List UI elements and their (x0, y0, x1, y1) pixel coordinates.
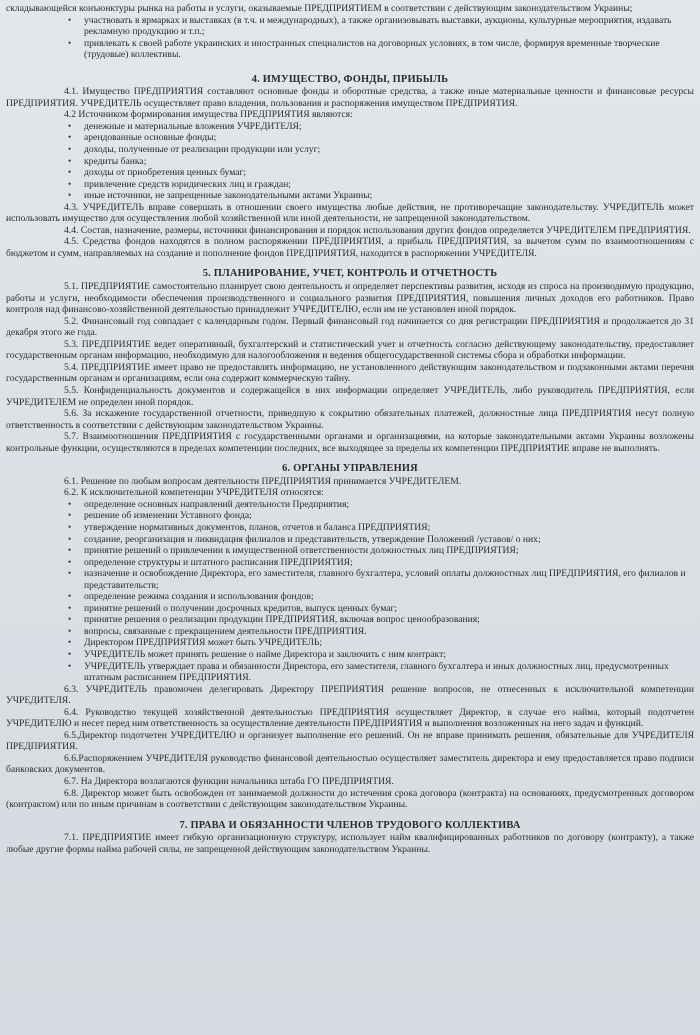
paragraph: 5.3. ПРЕДПРИЯТИЕ ведет оперативный, бухгалтерский и статистический учет и отчетность согласно действующему законодательству, предоставляет государственным органам информацию, необходимую для налогообложения и ведения общегосударственной системы сбора и обработки информации. (6, 338, 694, 362)
bullet-item: • вопросы, связанные с прекращением деятельности ПРЕДПРИЯТИЯ. (6, 626, 694, 638)
bullet-item: • иные источники, не запрещенные законодательными актами Украины; (6, 190, 694, 202)
bullet-item: • привлекать к своей работе украинских и иностранных специалистов на договорных условиях, в том числе, формируя временные творческие (трудовые) коллективы. (6, 38, 694, 61)
bullet-item: • денежные и материальные вложения УЧРЕДИТЕЛЯ; (6, 121, 694, 133)
bullet-item: • участвовать в ярмарках и выставках (в т.ч. и международных), а также организовывать выставки, аукционы, культурные мероприятия, издавать рекламную продукцию и т.п.; (6, 15, 694, 38)
bullet-item: • решение об изменении Уставного фонда; (6, 510, 694, 522)
section-heading: 7. ПРАВА И ОБЯЗАННОСТИ ЧЛЕНОВ ТРУДОВОГО КОЛЛЕКТИВА (179, 819, 521, 831)
paragraph: 4.2 Источником формирования имущества ПРЕДПРИЯТИЯ являются: (64, 109, 353, 121)
paragraph: 5.2. Финансовый год совпадает с календарным годом. Первый финансовый год начинается со дня регистрации ПРЕДПРИЯТИЯ и продолжается до 31 декабря этого же года. (6, 315, 694, 339)
paragraph: 6.2. К исключительной компетенции УЧРЕДИТЕЛЯ относятся: (64, 487, 324, 499)
paragraph: 4.1. Имущество ПРЕДПРИЯТИЯ составляют основные фонды и оборотные средства, а также иные материальные ценности и финансовые ресурсы ПРЕДПРИЯТИЯ. УЧРЕДИТЕЛЬ осуществляет право владения, пользования и распоряжения имуществом ПРЕДПРИЯТИЯ. (6, 86, 694, 109)
paragraph: 6.3. УЧРЕДИТЕЛЬ правомочен делегировать Директору ПРЕПРИЯТИЯ решение вопросов, не отнесенных к исключительной компетенции УЧРЕДИТЕЛЯ. (6, 683, 694, 707)
bullet-item: • доходы, полученные от реализации продукции или услуг; (6, 144, 694, 156)
bullet-item: • принятие решений о получении досрочных кредитов, выпуск ценных бумаг; (6, 603, 694, 615)
paragraph: 4.5. Средства фондов находятся в полном распоряжении ПРЕДПРИЯТИЯ, а прибыль ПРЕДПРИЯТИЯ, за вычетом сумм по взаимоотношениям с бюджетом и сумм, направляемых на создание и пополнение фондов ПРЕДПРИЯТИЯ, находится в распоряжении УЧРЕДИТЕЛЯ. (6, 236, 694, 259)
paragraph: 6.1. Решение по любым вопросам деятельности ПРЕДПРИЯТИЯ принимается УЧРЕДИТЕЛЕМ. (64, 475, 462, 487)
bullet-item: • кредиты банка; (6, 156, 694, 168)
paragraph: 5.5. Конфиденциальность документов и содержащейся в них информации определяет УЧРЕДИТЕЛЬ, либо руководитель ПРЕДПРИЯТИЯ, если УЧРЕДИТЕЛЕМ не определен иной порядок. (6, 384, 694, 408)
paragraph: 4.4. Состав, назначение, размеры, источники финансирования и порядок использования других фондов определяется УЧРЕДИТЕЛЕМ ПРЕДПРИЯТИЯ. (64, 224, 691, 236)
paragraph: 7.1. ПРЕДПРИЯТИЕ имеет гибкую организационную структуру, использует найм квалифицированных работников по договору (контракту), а также любые другие формы найма рабочей силы, не запрещенной действующим законодательством Украины. (6, 832, 694, 855)
bullet-item: • назначение и освобождение Директора, его заместителя, главного бухгалтера, условий оплаты должностных лиц ПРЕДПРИЯТИЯ, его филиалов и представительств; (6, 568, 694, 591)
paragraph: складывающейся конъюнктуры рынка на работы и услуги, оказываемые ПРЕДПРИЯТИЕМ в соответствии с действующим законодательством Украины; (6, 3, 633, 14)
paragraph: 6.5.Директор подотчетен УЧРЕДИТЕЛЮ и организует выполнение его решений. Он не вправе принимать решения, обязательные для УЧРЕДИТЕЛЯ ПРЕДПРИЯТИЯ. (6, 729, 694, 753)
bullet-item: • принятие решения о реализации продукции ПРЕДПРИЯТИЯ, включая вопрос ценообразования; (6, 614, 694, 626)
paragraph: 6.4. Руководство текущей хозяйственной деятельностью ПРЕДПРИЯТИЯ осуществляет Директор, в случае его найма, который подотчетен УЧРЕДИТЕЛЮ и несет перед ним ответственность за осуществление деятельности ПРЕДПРИЯТИЯ и выполнения возложенных на него задач и функций. (6, 706, 694, 730)
bullet-item: • принятие решений о привлечении к имущественной ответственности должностных лиц ПРЕДПРИЯТИЯ; (6, 545, 694, 557)
paragraph: 4.3. УЧРЕДИТЕЛЬ вправе совершать в отношении своего имущества любые действия, не противоречащие законодательству. УЧРЕДИТЕЛЬ может использовать имущество для осуществления любой хозяйственной или иной деятельности, не запрещенной законодательством. (6, 201, 694, 225)
paragraph: 5.4. ПРЕДПРИЯТИЕ имеет право не предоставлять информацию, не установленного действующим законодательством и подзаконными актами перечня государственным органам и организациям, если она содержит коммерческую тайну. (6, 361, 694, 385)
bullet-item: • определение основных направлений деятельности Предприятия; (6, 499, 694, 511)
paragraph: 5.1. ПРЕДПРИЯТИЕ самостоятельно планирует свою деятельность и определяет перспективы развития, исходя из спроса на производимую продукцию, работы и услуги, необходимости обеспечения производственного и социального развития ПРЕДПРИЯТИЯ, повышения личных доходов его работников. Право контроля над финансово-хозяйственной деятельностью принадлежит УЧРЕДИТЕЛЮ, если им не установлен иной порядок. (6, 281, 694, 316)
bullet-item: • утверждение нормативных документов, планов, отчетов и баланса ПРЕДПРИЯТИЯ; (6, 522, 694, 534)
bullet-item: • УЧРЕДИТЕЛЬ может принять решение о найме Директора и заключить с ним контракт; (6, 649, 694, 661)
paragraph: 6.7. На Директора возлагаются функции начальника штаба ГО ПРЕДПРИЯТИЯ. (64, 776, 394, 787)
bullet-item: • определение режима создания и использования фондов; (6, 591, 694, 603)
bullet-item: • доходы от приобретения ценных бумаг; (6, 167, 694, 179)
bullet-item: • создание, реорганизация и ликвидация филиалов и представительств, утверждение Положений /уставов/ о них; (6, 534, 694, 546)
bullet-item: • привлечение средств юридических лиц и граждан; (6, 179, 694, 191)
bullet-item: • Директором ПРЕДПРИЯТИЯ может быть УЧРЕДИТЕЛЬ; (6, 637, 694, 649)
section-heading: 5. ПЛАНИРОВАНИЕ, УЧЕТ, КОНТРОЛЬ И ОТЧЕТНОСТЬ (202, 268, 498, 280)
paragraph: 6.6.Распоряжением УЧРЕДИТЕЛЯ руководство финансовой деятельностью осуществляет заместитель директора и ему предоставляется право подписи банковских документов. (6, 752, 694, 776)
bullet-item: • УЧРЕДИТЕЛЬ утверждает права и обязанности Директора, его заместителя, главного бухгалтера и иных должностных лиц, предусмотренных штатным расписанием ПРЕДПРИЯТИЯ. (6, 661, 694, 684)
section-heading: 6. ОРГАНЫ УПРАВЛЕНИЯ (282, 463, 418, 475)
bullet-item: • арендованные основные фонды; (6, 132, 694, 144)
bullet-item: • определение структуры и штатного расписания ПРЕДПРИЯТИЯ; (6, 557, 694, 569)
paragraph: 5.7. Взаимоотношения ПРЕДПРИЯТИЯ с государственными органами и организациями, на которые законодательными актами Украины возложены контрольные функции, осуществляются в пределах компетенции последних, все выходящее за пределы их компетенции ПРЕДПРИЯТИЕ вправе не выполнять. (6, 431, 694, 454)
paragraph: 6.8. Директор может быть освобожден от занимаемой должности до истечения срока договора (контракта) на основаниях, предусмотренных договором (контрактом) или по иным причинам в соответствии с действующим законодательством Украины. (6, 787, 694, 811)
section-heading: 4. ИМУЩЕСТВО, ФОНДЫ, ПРИБЫЛЬ (251, 73, 449, 85)
paragraph: 5.6. За искажение государственной отчетности, приведшую к сокрытию обязательных платежей, должностные лица ПРЕДПРИЯТИЯ несут полную ответственность в соответствии с действующим законодательством Украины. (6, 408, 694, 431)
